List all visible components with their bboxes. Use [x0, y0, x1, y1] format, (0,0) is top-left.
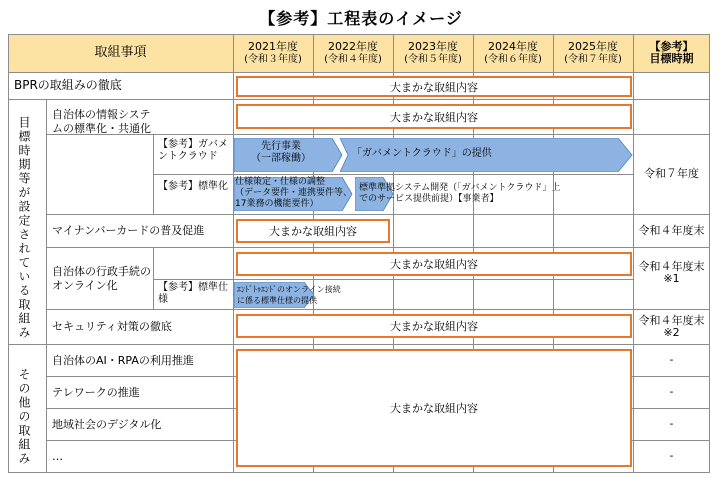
- header-item-label: 取組事項: [94, 45, 147, 60]
- grid-line: [153, 247, 154, 309]
- row-telework: テレワークの推進: [52, 386, 140, 399]
- target-ai-rpa: -: [669, 353, 674, 366]
- row-bpr: BPRの取組みの徹底: [14, 78, 122, 92]
- rough-content-box-mynumber: 大まかな取組内容: [236, 219, 390, 243]
- grid-line: [46, 309, 710, 310]
- row-etc: …: [52, 450, 63, 463]
- grid-line: [46, 99, 47, 473]
- header-year-2023: 2023年度 (令和５年度): [404, 40, 462, 65]
- header-year-2025: 2025年度 (令和７年度): [564, 40, 622, 65]
- target-mynumber: 令和４年度末: [638, 223, 705, 237]
- grid-line: [233, 34, 234, 473]
- header-target: 【参考】 目標時期: [649, 40, 694, 65]
- grid-line: [8, 72, 710, 73]
- arrow-label-gov-cloud-provide: 「ガバメントクラウド」の提供: [352, 148, 492, 159]
- target-telework: -: [669, 385, 674, 398]
- target-chiiki: -: [669, 417, 674, 430]
- grid-line: [46, 247, 710, 248]
- target-etc: -: [669, 449, 674, 462]
- header-year-2022: 2022年度 (令和４年度): [324, 40, 382, 65]
- page-title: 【参考】工程表のイメージ: [259, 9, 463, 28]
- grid-line: [8, 472, 710, 473]
- target-online: 令和４年度末 ※1: [638, 260, 705, 285]
- target-std: 令和７年度: [644, 167, 699, 180]
- row-mynumber: マイナンバーカードの普及促進: [52, 224, 205, 237]
- rough-content-box-std: 大まかな取組内容: [236, 104, 632, 129]
- row-jichitai-std: 自治体の情報システムの標準化・共通化: [52, 108, 151, 135]
- group-label-targeted: 目標時期等が設定されている取組み: [17, 116, 31, 340]
- rough-content-box-bpr: 大まかな取組内容: [236, 76, 632, 97]
- label-hyojunka: 【参考】標準化: [158, 181, 228, 192]
- row-ai-rpa: 自治体のAI・RPAの利用推進: [52, 354, 194, 367]
- arrow-label-dev: 標準準拠システム開発（「ガバメントクラウド」上 でのサービス提供前提）【事業者】: [359, 183, 561, 204]
- target-security: 令和４年度末 ※2: [638, 313, 705, 339]
- rough-content-box-security: 大まかな取組内容: [236, 314, 632, 338]
- grid-line: [8, 34, 710, 35]
- row-security: セキュリティ対策の徹底: [52, 320, 172, 333]
- grid-line: [8, 99, 710, 100]
- group-label-others: その他の取組み: [17, 368, 31, 466]
- grid-line: [8, 344, 710, 345]
- arrow-label-senko: 先行事業 （一部稼働）: [251, 141, 311, 164]
- rough-content-box-online: 大まかな取組内容: [236, 252, 632, 276]
- header-year-2021: 2021年度 (令和３年度): [244, 40, 302, 65]
- grid-line: [46, 214, 710, 215]
- arrow-label-spec: 仕様策定・仕様の調整 （データ要件・連携要件等、 17業務の機能要件）: [235, 177, 353, 209]
- rough-content-box-others: 大まかな取組内容: [236, 349, 632, 467]
- arrow-label-endtoend: ｴﾝﾄﾞﾄｩｴﾝﾄﾞのオンライン接続 に係る標準仕様の提供: [237, 285, 341, 305]
- row-online: 自治体の行政手続のオンライン化: [52, 265, 151, 292]
- row-chiiki: 地域社会のデジタル化: [52, 418, 162, 431]
- label-gov-cloud: 【参考】ガバメントクラウド: [158, 139, 228, 162]
- grid-line: [153, 134, 154, 214]
- label-hyojun-shiyo: 【参考】標準仕様: [158, 282, 228, 305]
- grid-line: [8, 34, 9, 473]
- header-year-2024: 2024年度 (令和６年度): [484, 40, 542, 65]
